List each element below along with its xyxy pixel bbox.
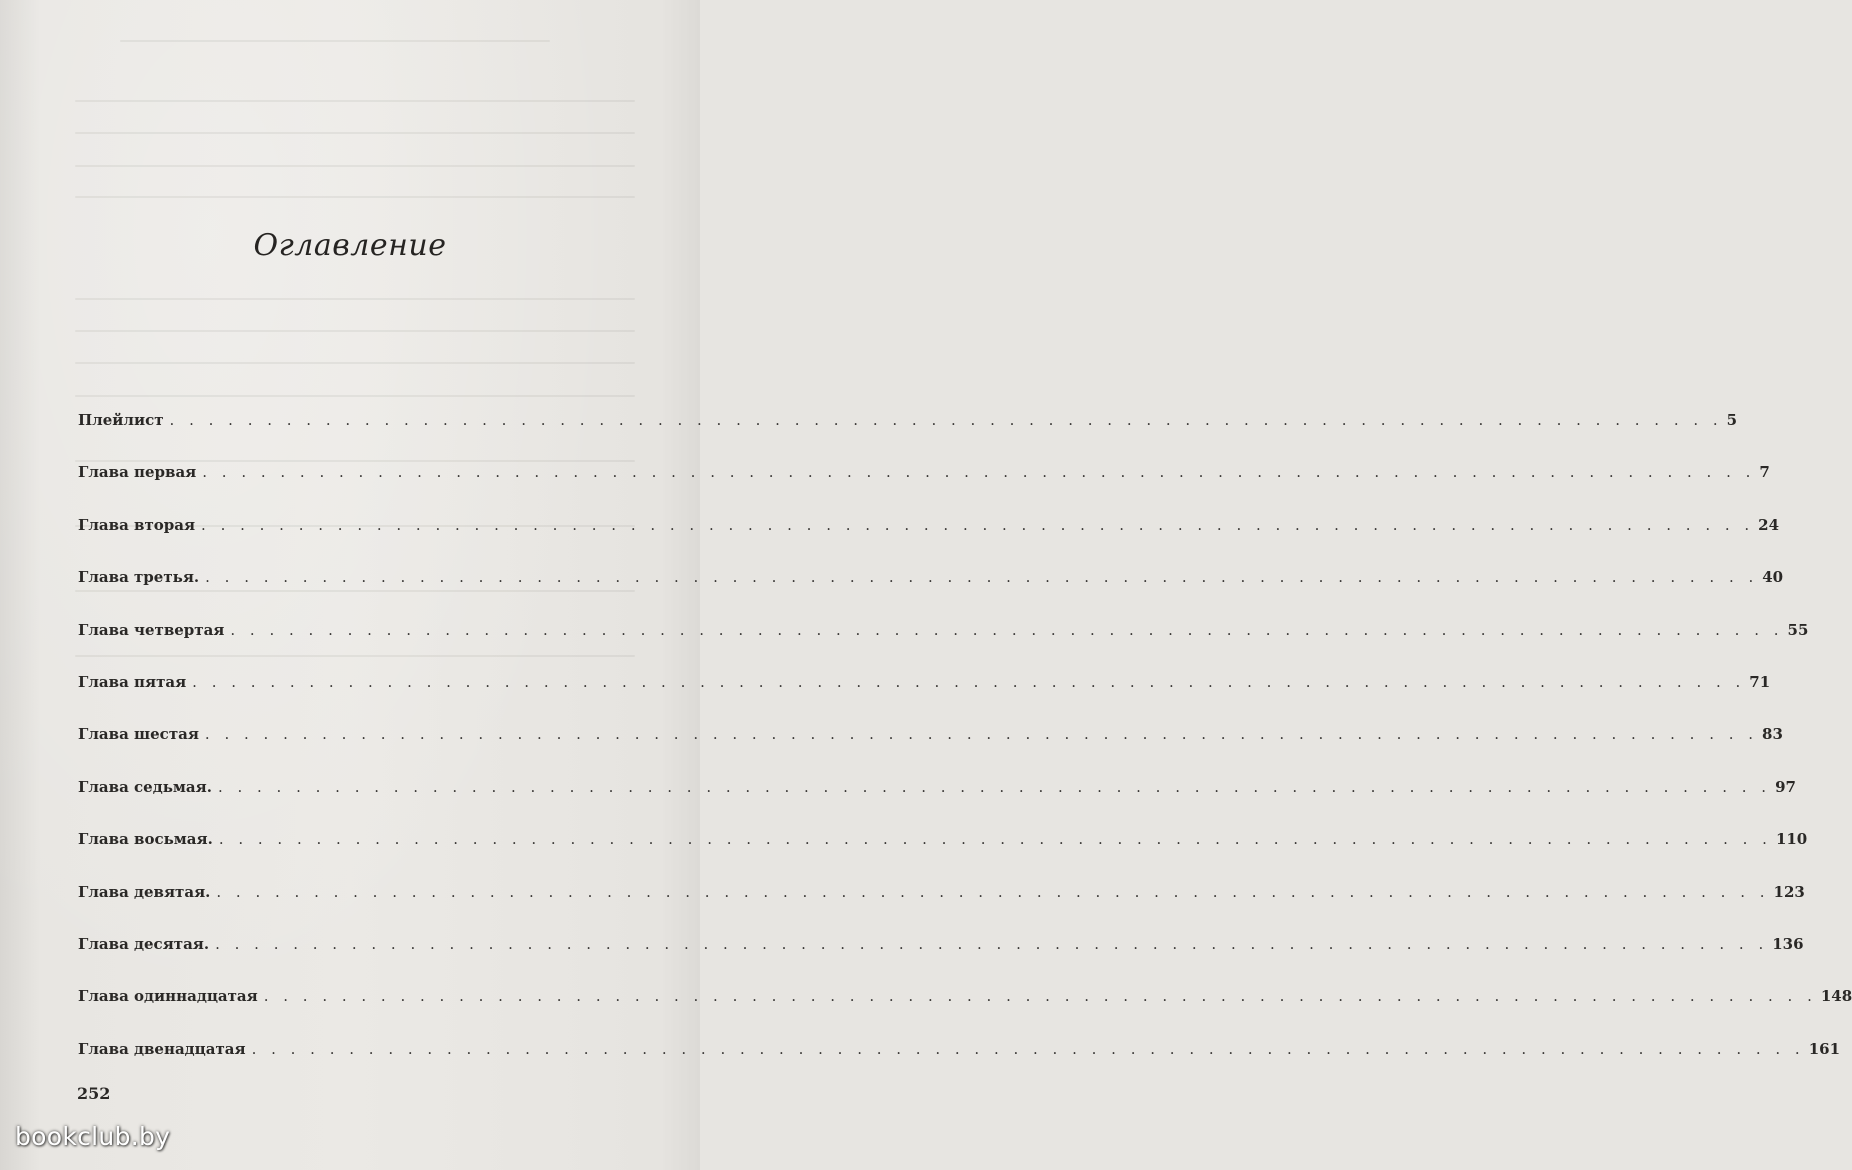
show-through-line [120, 40, 550, 42]
toc-entry-label: Глава девятая. [78, 882, 211, 901]
toc-entry [78, 620, 1809, 673]
toc-entry-page: 148 [1820, 987, 1852, 1006]
dot-leader: . . . . . . . . . . . . . . . . . . . . . . . . . . . . . . . . . . . . . . . . . . . . . . . . . . . . . . . . . . . . . . . . . . . . . . . . . . . . . . . . [251, 1039, 1805, 1058]
toc-entry [78, 934, 1804, 987]
show-through-line [75, 132, 635, 134]
toc-entry [78, 1039, 1841, 1092]
toc-entry [78, 882, 1805, 935]
toc-entry [78, 463, 1770, 515]
dot-leader: . . . . . . . . . . . . . . . . . . . . . . . . . . . . . . . . . . . . . . . . . . . . . . . . . . . . . . . . . . . . . . . . . . . . . . . . . . . . . . . . [216, 882, 1770, 901]
show-through-line [75, 165, 635, 167]
toc-entry-label: Глава двенадцатая [78, 1039, 246, 1058]
toc-entry [78, 987, 1852, 1039]
toc-entry-label: Плейлист [78, 411, 164, 429]
table-of-contents [78, 411, 1852, 1092]
toc-entry-label: Глава одиннадцатая [78, 987, 258, 1006]
show-through-line [75, 196, 635, 198]
show-through-line [75, 100, 635, 102]
toc-entry-page: 24 [1758, 515, 1780, 534]
toc-entry-page: 71 [1749, 672, 1771, 691]
toc-entry-label: Глава вторая [78, 515, 196, 534]
toc-entry [78, 830, 1808, 882]
show-through-line [75, 298, 635, 300]
dot-leader: . . . . . . . . . . . . . . . . . . . . . . . . . . . . . . . . . . . . . . . . . . . . . . . . . . . . . . . . . . . . . . . . . . . . . . . . . . . . . . . . [202, 463, 1756, 482]
toc-entry-label: Глава четвертая [78, 620, 225, 639]
toc-entry-page: 161 [1808, 1039, 1841, 1058]
toc-entry [78, 725, 1783, 777]
watermark: bookclub.by [15, 1122, 171, 1151]
dot-leader: . . . . . . . . . . . . . . . . . . . . . . . . . . . . . . . . . . . . . . . . . . . . . . . . . . . . . . . . . . . . . . . . . . . . . . . . . . . . . . . . [204, 725, 1759, 744]
dot-leader: . . . . . . . . . . . . . . . . . . . . . . . . . . . . . . . . . . . . . . . . . . . . . . . . . . . . . . . . . . . . . . . . . . . . . . . . . . . . . . . . [230, 620, 1784, 639]
dot-leader: . . . . . . . . . . . . . . . . . . . . . . . . . . . . . . . . . . . . . . . . . . . . . . . . . . . . . . . . . . . . . . . . . . . . . . . . . . . . . . . . [218, 830, 1772, 849]
dot-leader: . . . . . . . . . . . . . . . . . . . . . . . . . . . . . . . . . . . . . . . . . . . . . . . . . . . . . . . . . . . . . . . . . . . . . . . . . . . . . . . . [192, 672, 1746, 691]
toc-entry-label: Глава пятая [78, 672, 187, 691]
dot-leader: . . . . . . . . . . . . . . . . . . . . . . . . . . . . . . . . . . . . . . . . . . . . . . . . . . . . . . . . . . . . . . . . . . . . . . . . . . . . . . . . [217, 777, 1772, 796]
toc-entry-label: Глава первая [78, 463, 197, 482]
toc-entry [78, 515, 1780, 568]
toc-entry-page: 110 [1775, 830, 1808, 849]
toc-entry [78, 672, 1771, 725]
toc-entry-page: 55 [1787, 620, 1809, 639]
toc-entry-label: Глава третья. [78, 568, 200, 587]
toc-entry-page: 136 [1772, 934, 1804, 953]
toc-entry-label: Глава седьмая. [78, 777, 212, 796]
toc-entry-page: 123 [1773, 882, 1805, 901]
dot-leader: . . . . . . . . . . . . . . . . . . . . . . . . . . . . . . . . . . . . . . . . . . . . . . . . . . . . . . . . . . . . . . . . . . . . . . . . . . . . . . . . [201, 515, 1755, 534]
dot-leader: . . . . . . . . . . . . . . . . . . . . . . . . . . . . . . . . . . . . . . . . . . . . . . . . . . . . . . . . . . . . . . . . . . . . . . . . . . . . . . . . [263, 987, 1817, 1006]
page-number: 252 [77, 1084, 111, 1103]
page-title: Оглавление [253, 228, 447, 263]
toc-entry-page: 40 [1762, 568, 1784, 587]
toc-entry-label: Глава шестая [78, 725, 199, 744]
toc-entry-label: Глава десятая. [78, 934, 210, 953]
dot-leader: . . . . . . . . . . . . . . . . . . . . . . . . . . . . . . . . . . . . . . . . . . . . . . . . . . . . . . . . . . . . . . . . . . . . . . . . . . . . . . . . [205, 568, 1759, 587]
toc-entry [78, 777, 1796, 830]
show-through-line [75, 330, 635, 332]
toc-entry-page: 97 [1775, 777, 1796, 796]
show-through-line [75, 362, 635, 364]
dot-leader: . . . . . . . . . . . . . . . . . . . . . . . . . . . . . . . . . . . . . . . . . . . . . . . . . . . . . . . . . . . . . . . . . . . . . . . . . . . . . . . . [215, 934, 1769, 953]
toc-entry-label: Глава восьмая. [78, 830, 213, 849]
dot-leader: . . . . . . . . . . . . . . . . . . . . . . . . . . . . . . . . . . . . . . . . . . . . . . . . . . . . . . . . . . . . . . . . . . . . . . . . . . . . . . . . [169, 411, 1723, 429]
toc-entry [78, 568, 1784, 620]
toc-entry-page: 5 [1726, 411, 1738, 429]
toc-entry [78, 411, 1738, 463]
toc-entry-page: 7 [1759, 463, 1770, 482]
show-through-line [75, 395, 635, 397]
toc-entry-page: 83 [1762, 725, 1783, 744]
